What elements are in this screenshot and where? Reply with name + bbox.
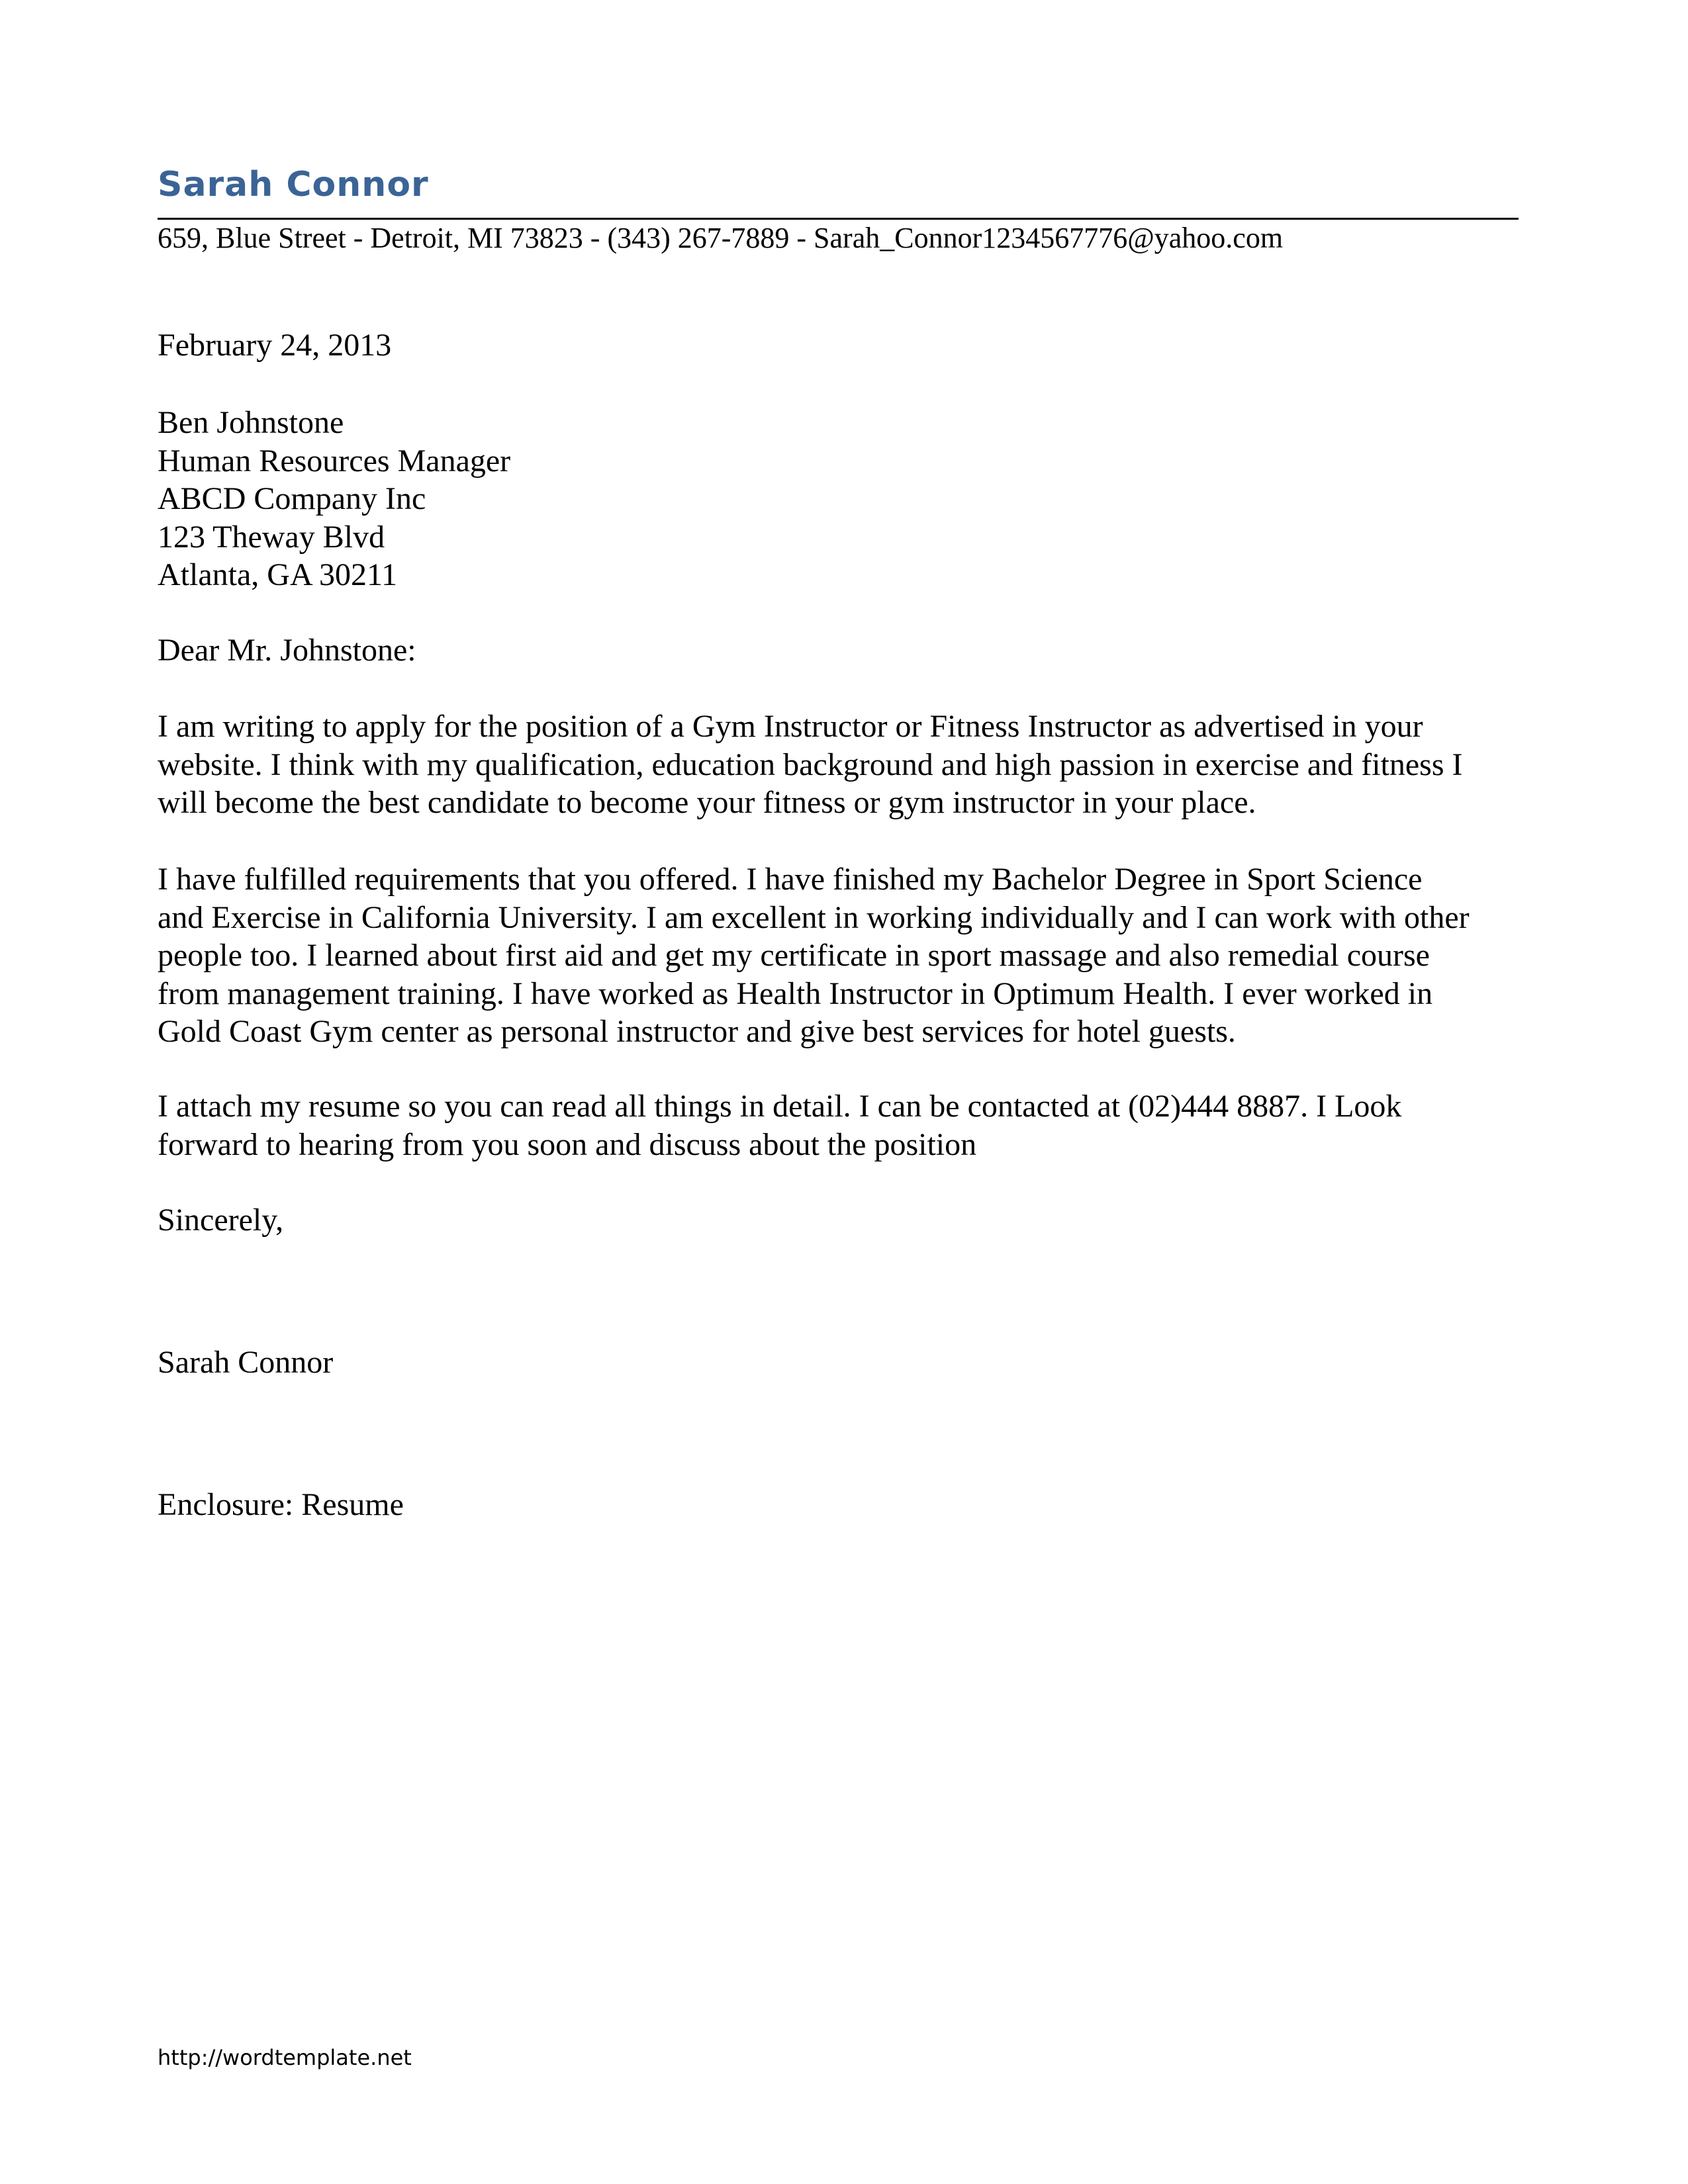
recipient-title: Human Resources Manager [158,443,511,478]
paragraph-line: website. I think with my qualification, education background and high passion in exercise and fitness I [158,747,1463,782]
sender-name: Sarah Connor [158,165,429,205]
enclosure-note: Enclosure: Resume [158,1487,404,1522]
footer-link[interactable]: http://wordtemplate.net [158,2045,412,2070]
paragraph-line: will become the best candidate to become your fitness or gym instructor in your place. [158,785,1256,820]
paragraph-line: and Exercise in California University. I am excellent in working individually and I can work with other [158,899,1470,935]
paragraph-line: I have fulfilled requirements that you offered. I have finished my Bachelor Degree in Sport Science [158,862,1423,897]
paragraph-line: I am writing to apply for the position of a Gym Instructor or Fitness Instructor as advertised in your [158,709,1423,744]
salutation: Dear Mr. Johnstone: [158,633,416,668]
letter-date: February 24, 2013 [158,328,392,363]
paragraph-line: forward to hearing from you soon and discuss about the position [158,1126,977,1162]
recipient-address-block [158,404,510,594]
paragraph-line: from management training. I have worked as Health Instructor in Optimum Health. I ever worked in [158,976,1433,1011]
body-paragraph-2 [158,860,1470,1051]
recipient-street: 123 Theway Blvd [158,519,385,555]
recipient-company: ABCD Company Inc [158,481,426,516]
body-paragraph-1 [158,707,1463,822]
paragraph-line: Gold Coast Gym center as personal instructor and give best services for hotel guests. [158,1014,1236,1049]
signature-name: Sarah Connor [158,1345,334,1380]
closing: Sincerely, [158,1203,284,1238]
paragraph-line: I attach my resume so you can read all things in detail. I can be contacted at (02)444 8887. I Look [158,1089,1402,1124]
recipient-name: Ben Johnstone [158,405,344,440]
recipient-city: Atlanta, GA 30211 [158,557,398,592]
paragraph-line: people too. I learned about first aid and get my certificate in sport massage and also remedial course [158,938,1430,973]
body-paragraph-3 [158,1087,1401,1163]
sender-contact-line: 659, Blue Street - Detroit, MI 73823 - (343) 267-7889 - Sarah_Connor1234567776@yahoo.com [158,222,1284,254]
